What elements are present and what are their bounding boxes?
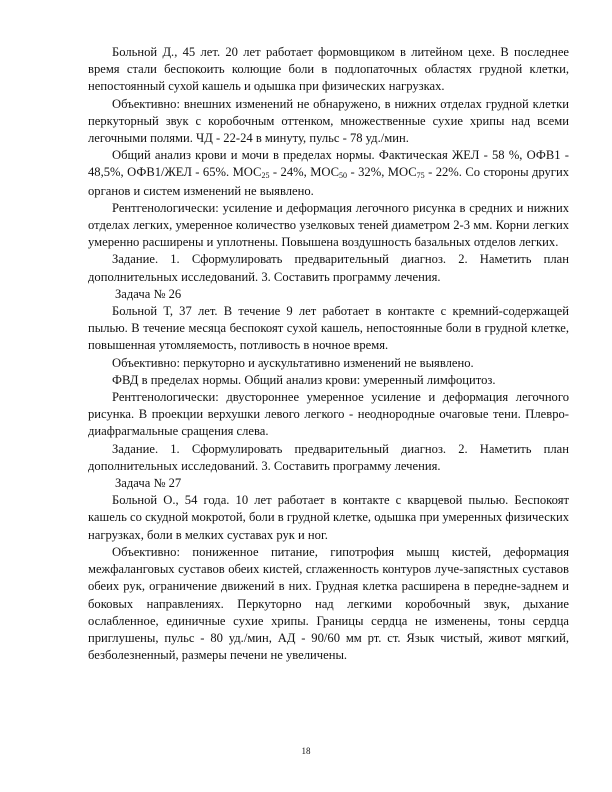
case-25-text <box>88 44 569 286</box>
case-26-task: Задание. 1. Сформулировать предварительный диагноз. 2. Наметить план дополнительных исследований. 3. Составить программу лечения. <box>88 441 569 473</box>
case-25-paragraph-2: Объективно: внешних изменений не обнаружено, в нижних отделах грудной клетки перкуторный звук с коробочным оттенком, множественные сухие хрипы над всеми легочными полями. ЧД - 22-24 в минуту, пульс - 78 уд./мин. <box>88 96 569 146</box>
case-27-paragraph-1: Больной О., 54 года. 10 лет работает в контакте с кварцевой пылью. Беспокоят кашель со скудной мокротой, боли в грудной клетке, одышка при умеренных физических нагрузках, боли в мелких суставах рук и ног. <box>88 493 569 542</box>
case-26 <box>88 286 569 475</box>
document-page <box>88 44 569 664</box>
case-25-p3-part-b: - 24%, МОС <box>269 165 340 180</box>
case-25-paragraph-1: Больной Д., 45 лет. 20 лет работает формовщиком в литейном цехе. В последнее время стали беспокоить колющие боли в подлопаточных областях грудной клетки, непостоянный сухой кашель и одышка при физических нагрузках. <box>88 45 569 94</box>
case-26-title: Задача № 26 <box>115 286 182 301</box>
case-27-paragraph-2: Объективно: пониженное питание, гипотрофия мышц кистей, деформация межфаланговых суставов обеих кистей, сглаженность контуров луче-запястных суставов обеих рук, ограничение движений в них. Грудная клетка расширена в передне-заднем и боковых направлениях. Перкуторно над легкими коробочный звук, дыхание ослабленное, единичные сухие хрипы. Границы сердца не изменены, тоны сердца приглушены, пульс - 80 уд./мин, АД - 90/60 мм рт. ст. Язык чистый, живот мягкий, безболезненный, размеры печени не увеличены. <box>88 544 569 663</box>
mos-50-subscript: 50 <box>339 171 348 181</box>
mos-25-subscript: 25 <box>261 171 270 181</box>
page-number: 18 <box>301 746 311 756</box>
case-25-task: Задание. 1. Сформулировать предварительный диагноз. 2. Наметить план дополнительных исследований. 3. Составить программу лечения. <box>88 252 569 284</box>
case-27-title: Задача № 27 <box>115 476 182 491</box>
case-25-paragraph-3 <box>88 147 569 200</box>
case-26-paragraph-3: ФВД в пределах нормы. Общий анализ крови: умеренный лимфоцитоз. <box>112 372 496 387</box>
case-26-paragraph-4: Рентгенологически: двустороннее умеренное усиление и деформация легочного рисунка. В проекции верхушки левого легкого - неоднородные очаговые тени. Плевро-диафрагмальные сращения слева. <box>88 390 569 439</box>
case-26-paragraph-2: Объективно: перкуторно и аускультативно изменений не выявлено. <box>112 355 474 370</box>
case-26-paragraph-1: Больной Т, 37 лет. В течение 9 лет работает в контакте с кремний-содержащей пылью. В течение месяца беспокоят сухой кашель, непостоянные боли в грудной клетке, повышенная утомляемость, потливость в ночное время. <box>88 304 569 353</box>
case-27 <box>88 475 569 664</box>
mos-75-subscript: 75 <box>416 171 425 181</box>
case-25-p3-part-a: Общий анализ крови и мочи в пределах нормы. Фактическая ЖЕЛ - 58 %, ОФВ1 - 48,5%, ОФВ1/ЖЕЛ - 65%. МОС <box>88 148 569 180</box>
case-25-paragraph-4: Рентгенологически: усиление и деформация легочного рисунка в средних и нижних отделах легких, умеренное количество узелковых теней диаметром 2-3 мм. Корни легких умеренно расширены и уплотнены. Повышена воздушность базальных отделов легких. <box>88 200 569 250</box>
case-25-p3-part-d: - 22%. Со стороны других органов и систем изменений не выявлено. <box>88 165 570 198</box>
case-25-p3-part-c: - 32%, МОС <box>347 165 417 180</box>
